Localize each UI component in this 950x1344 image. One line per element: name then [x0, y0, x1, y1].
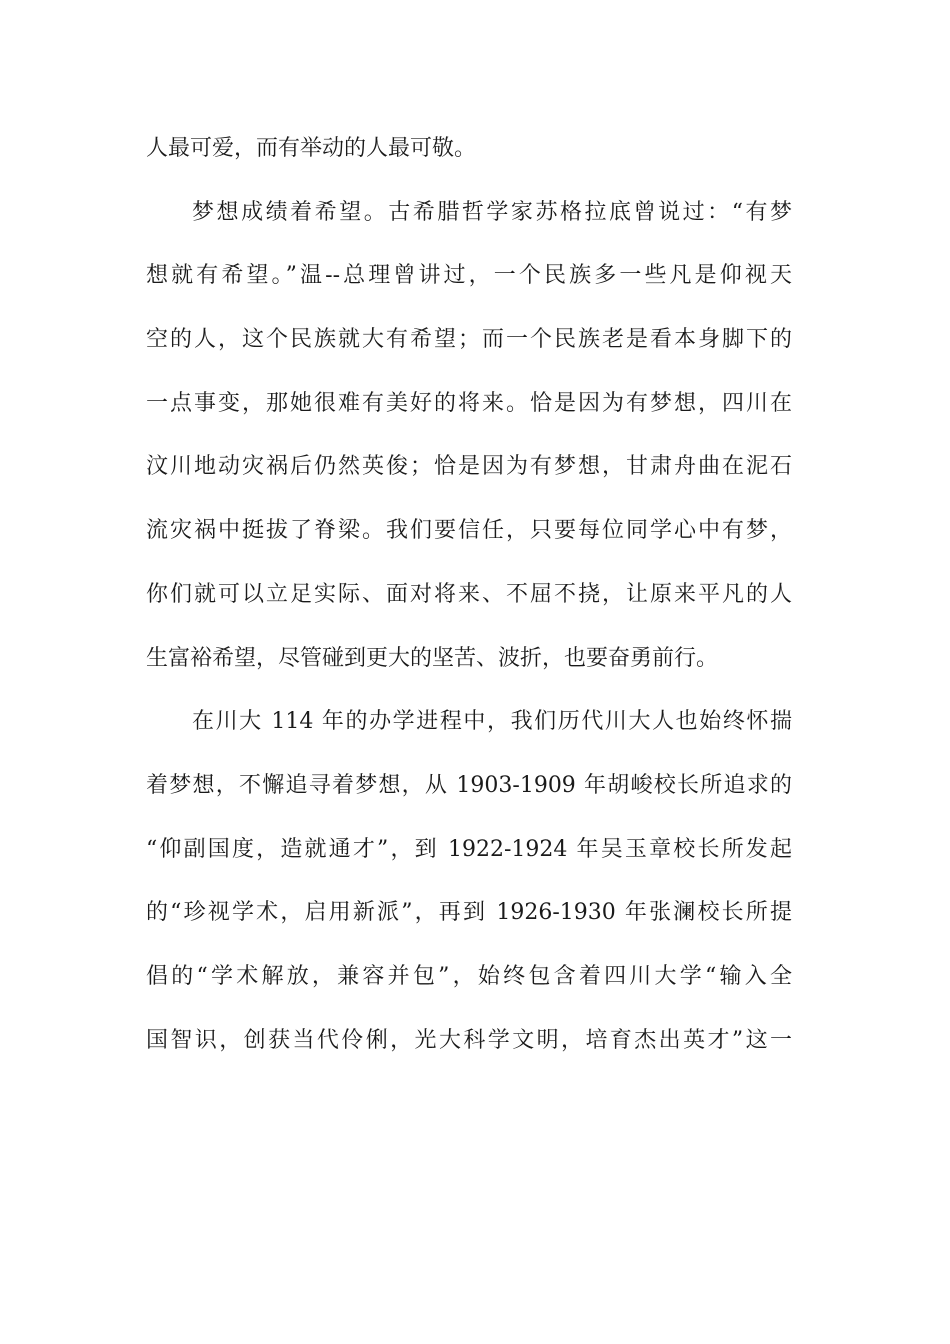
- paragraph-first-line: 梦想成绩着希望。古希腊哲学家苏格拉底曾说过：“有梦: [192, 199, 792, 225]
- paragraph-first-line: 在川大 114 年的办学进程中，我们历代川大人也始终怀揣: [192, 709, 792, 735]
- text-line: 一点事变，那她很难有美好的将来。恰是因为有梦想，四川在: [146, 390, 792, 416]
- text-line: 空的人，这个民族就大有希望；而一个民族老是看本身脚下的: [146, 327, 792, 353]
- text-line: 倡的“学术解放，兼容并包”，始终包含着四川大学“输入全: [146, 963, 792, 989]
- body-text: [146, 128, 792, 1083]
- text-line: 人最可爱，而有举动的人最可敬。: [146, 136, 477, 161]
- text-line: 你们就可以立足实际、面对将来、不屈不挠，让原来平凡的人: [146, 581, 792, 607]
- text-line: 着梦想，不懈追寻着梦想，从 1903-1909 年胡峻校长所追求的: [146, 772, 792, 798]
- text-line: 国智识，创获当代伶俐，光大科学文明，培育杰出英才”这一: [146, 1027, 792, 1053]
- text-line: 汶川地动灾祸后仍然英俊；恰是因为有梦想，甘肃舟曲在泥石: [146, 454, 792, 480]
- text-line: 生富裕希望，尽管碰到更大的坚苦、波折，也要奋勇前行。: [146, 645, 719, 671]
- text-line: 流灾祸中挺拔了脊梁。我们要信任，只要每位同学心中有梦，: [146, 518, 792, 544]
- text-line: 想就有希望。”温--总理曾讲过，一个民族多一些凡是仰视天: [146, 263, 792, 289]
- text-line: “仰副国度，造就通才”，到 1922-1924 年吴玉章校长所发起: [146, 836, 792, 862]
- text-line: 的“珍视学术，启用新派”，再到 1926-1930 年张澜校长所提: [146, 900, 792, 926]
